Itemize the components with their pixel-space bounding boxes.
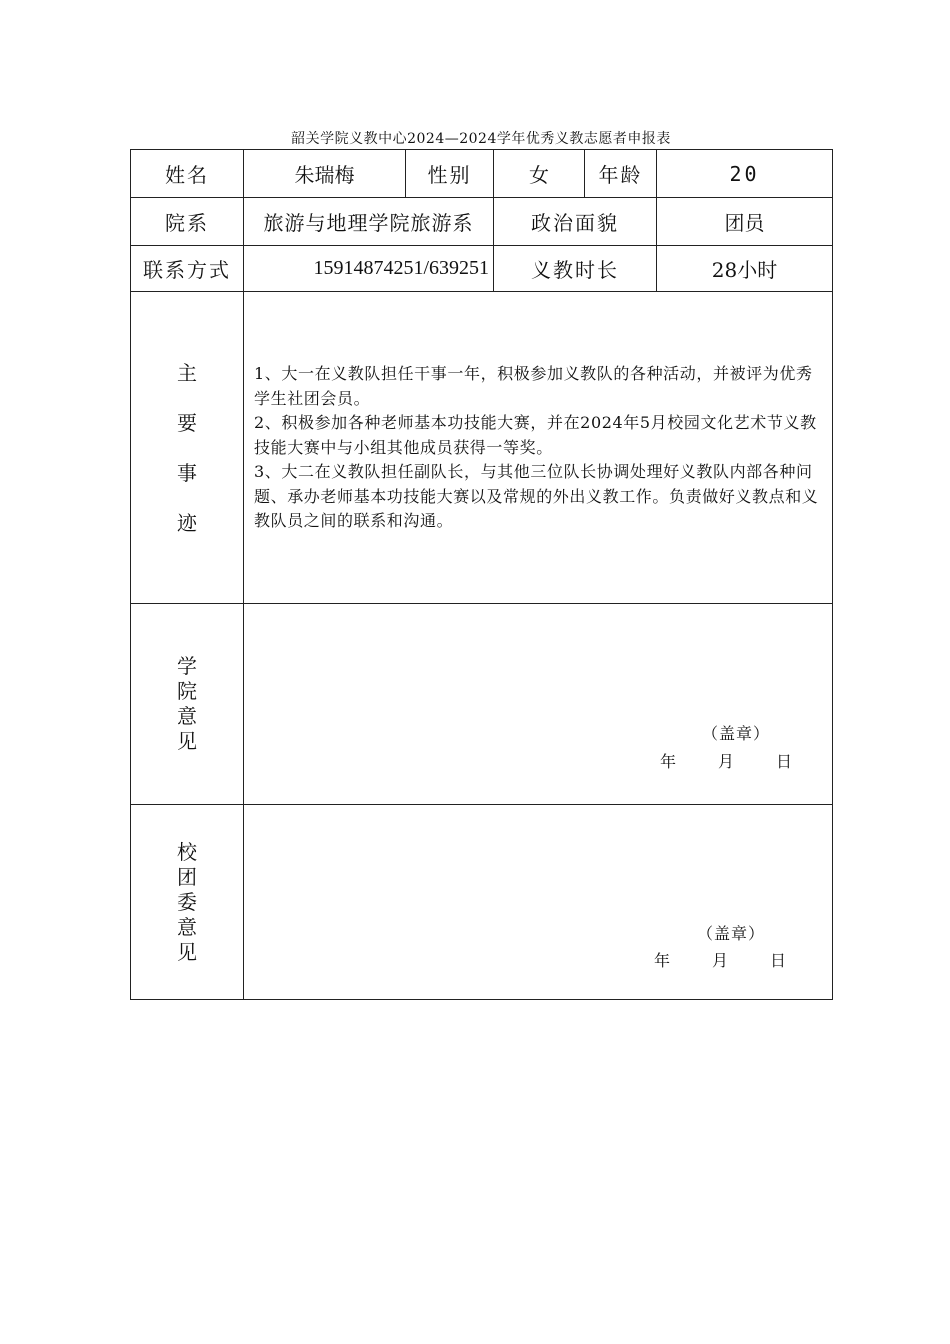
age-value: 20 <box>657 150 833 198</box>
college-opinion-label-char: 意 <box>177 704 197 728</box>
department-row <box>131 198 833 246</box>
contact-row <box>131 246 833 292</box>
gender-label: 性别 <box>406 150 494 198</box>
college-opinion-content <box>244 604 833 805</box>
college-date-year: 年 <box>660 752 677 771</box>
college-opinion-label <box>131 604 244 805</box>
college-opinion-label-char: 院 <box>177 679 197 703</box>
league-opinion-label <box>131 805 244 1000</box>
college-opinion-label-char: 见 <box>177 729 197 753</box>
college-date-day: 日 <box>776 752 793 771</box>
league-opinion-row <box>131 805 833 1000</box>
deeds-paragraph: 2、积极参加各种老师基本功技能大赛，并在2024年5月校园文化艺术节义教技能大赛中与小组其他成员获得一等奖。 <box>254 413 817 457</box>
basic-info-row <box>131 150 833 198</box>
college-date-line <box>660 749 810 769</box>
application-form-table <box>130 149 833 1000</box>
main-deeds-label <box>131 292 244 604</box>
main-deeds-text <box>254 362 826 534</box>
college-seal-text: （盖章） <box>702 724 771 743</box>
gender-value: 女 <box>494 150 585 198</box>
age-label: 年龄 <box>585 150 657 198</box>
main-deeds-label-char: 迹 <box>177 510 197 535</box>
political-status-label: 政治面貌 <box>494 198 657 246</box>
department-value: 旅游与地理学院旅游系 <box>244 198 494 246</box>
contact-label: 联系方式 <box>131 246 244 292</box>
main-deeds-content <box>244 292 833 604</box>
form-title: 韶关学院义教中心2024—2024学年优秀义教志愿者申报表 <box>291 131 671 147</box>
deeds-paragraph: 1、大一在义教队担任干事一年，积极参加义教队的各种活动，并被评为优秀学生社团会员。 <box>254 364 813 408</box>
league-opinion-label-char: 团 <box>177 864 197 889</box>
main-deeds-label-char: 要 <box>177 410 197 435</box>
league-opinion-label-char: 意 <box>177 914 197 939</box>
contact-value: 15914874251/639251 <box>244 246 494 292</box>
main-deeds-label-char: 事 <box>177 460 197 485</box>
league-opinion-content <box>244 805 833 1000</box>
deeds-paragraph: 3、大二在义教队担任副队长，与其他三位队长协调处理好义教队内部各种问题、承办老师基本功技能大赛以及常规的外出义教工作。负责做好义教点和义教队员之间的联系和沟通。 <box>254 462 819 530</box>
name-value: 朱瑞梅 <box>244 150 406 198</box>
department-label: 院系 <box>131 198 244 246</box>
political-status-value: 团员 <box>657 198 833 246</box>
volunteer-hours-value: 28小时 <box>657 246 833 292</box>
volunteer-hours-label: 义教时长 <box>494 246 657 292</box>
league-opinion-label-char: 委 <box>177 889 197 914</box>
league-opinion-label-char: 校 <box>177 839 197 864</box>
college-opinion-row <box>131 604 833 805</box>
college-date-month: 月 <box>718 752 735 771</box>
league-opinion-label-char: 见 <box>177 939 197 964</box>
league-date-year: 年 <box>654 951 671 970</box>
main-deeds-label-char: 主 <box>177 360 197 385</box>
league-date-line <box>654 948 804 968</box>
league-date-day: 日 <box>770 951 787 970</box>
name-label: 姓名 <box>131 150 244 198</box>
league-seal-text: （盖章） <box>697 924 766 943</box>
league-date-month: 月 <box>712 951 729 970</box>
college-opinion-label-char: 学 <box>177 654 197 678</box>
main-deeds-row <box>131 292 833 604</box>
